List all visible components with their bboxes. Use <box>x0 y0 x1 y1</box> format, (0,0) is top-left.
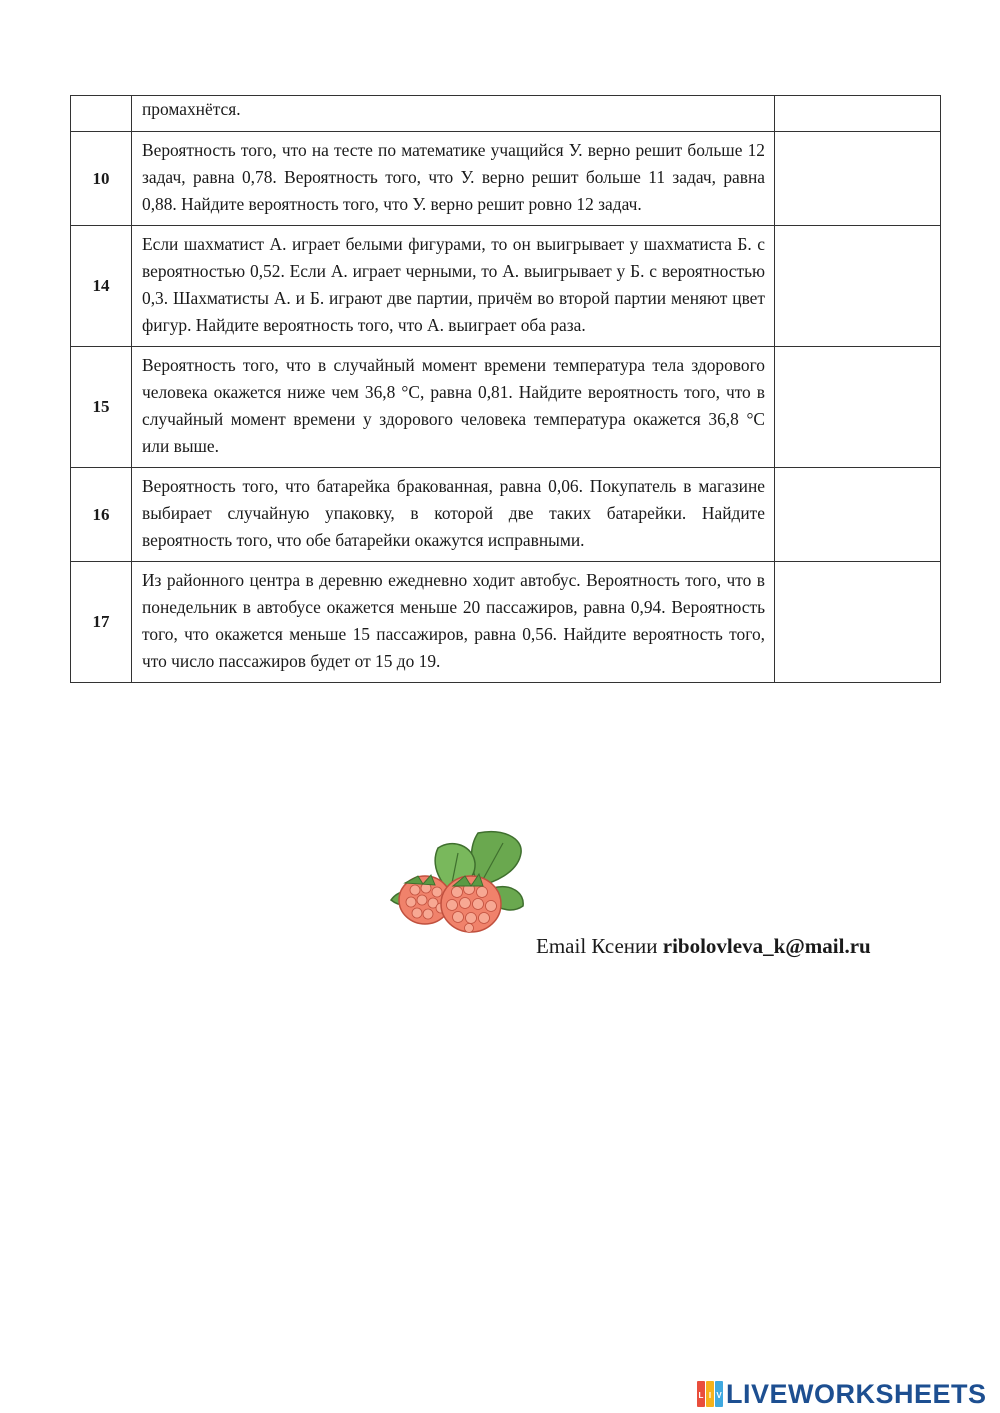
svg-text:V: V <box>716 1391 722 1400</box>
task-number: 16 <box>71 468 132 562</box>
task-text: Вероятность того, что батарейка бракованная, равна 0,06. Покупатель в магазине выбирает случайную упаковку, в которой две таких батарейки. Найдите вероятность того, что обе батарейки окажутся исправными. <box>132 468 775 562</box>
email-address[interactable]: ribolovleva_k@mail.ru <box>662 934 871 958</box>
table-row <box>71 96 941 132</box>
answer-cell[interactable] <box>775 132 941 226</box>
answer-cell[interactable] <box>775 562 941 683</box>
task-text: Из районного центра в деревню ежедневно ходит автобус. Вероятность того, что в понедельник в автобусе окажется меньше 20 пассажиров, равна 0,94. Вероятность того, что окажется меньше 15 пассажиров, равна 0,56. Найдите вероятность того, что число пассажиров будет от 15 до 19. <box>132 562 775 683</box>
task-text: промахнётся. <box>132 96 775 132</box>
answer-cell[interactable] <box>775 347 941 468</box>
table-row <box>71 562 941 683</box>
task-text: Вероятность того, что в случайный момент времени температура тела здорового человека окажется ниже чем 36,8 °C, равна 0,81. Найдите вероятность того, что в случайный момент времени у здорового человека температура окажется 36,8 °C или выше. <box>132 347 775 468</box>
liveworksheets-branding[interactable] <box>697 1376 987 1412</box>
table-row <box>71 132 941 226</box>
email-label: Email Ксении <box>536 934 658 958</box>
task-number: 15 <box>71 347 132 468</box>
task-number: 17 <box>71 562 132 683</box>
table-row <box>71 468 941 562</box>
raspberry-icon <box>383 828 528 936</box>
answer-cell[interactable] <box>775 468 941 562</box>
task-text: Если шахматист А. играет белыми фигурами, то он выигрывает у шахматиста Б. с вероятностью 0,52. Если А. играет черными, то А. выигрывает у Б. с вероятностью 0,3. Шахматисты А. и Б. играют две партии, причём во второй партии меняют цвет фигур. Найдите вероятность того, что А. выиграет оба раза. <box>132 226 775 347</box>
task-number: 10 <box>71 132 132 226</box>
email-line <box>536 934 871 959</box>
svg-text:I: I <box>708 1391 712 1400</box>
table-row <box>71 347 941 468</box>
task-number: 14 <box>71 226 132 347</box>
liveworksheets-wordmark: LIVEWORKSHEETS <box>726 1378 987 1409</box>
answer-cell[interactable] <box>775 96 941 132</box>
task-text: Вероятность того, что на тесте по математике учащийся У. верно решит больше 12 задач, равна 0,78. Вероятность того, что У. верно решит больше 11 задач, равна 0,88. Найдите вероятность того, что У. верно решит ровно 12 задач. <box>132 132 775 226</box>
answer-cell[interactable] <box>775 226 941 347</box>
tasks-table <box>70 95 941 683</box>
liveworksheets-logo-icon <box>697 1381 723 1407</box>
task-number <box>71 96 132 132</box>
svg-text:L: L <box>698 1391 704 1400</box>
table-row <box>71 226 941 347</box>
